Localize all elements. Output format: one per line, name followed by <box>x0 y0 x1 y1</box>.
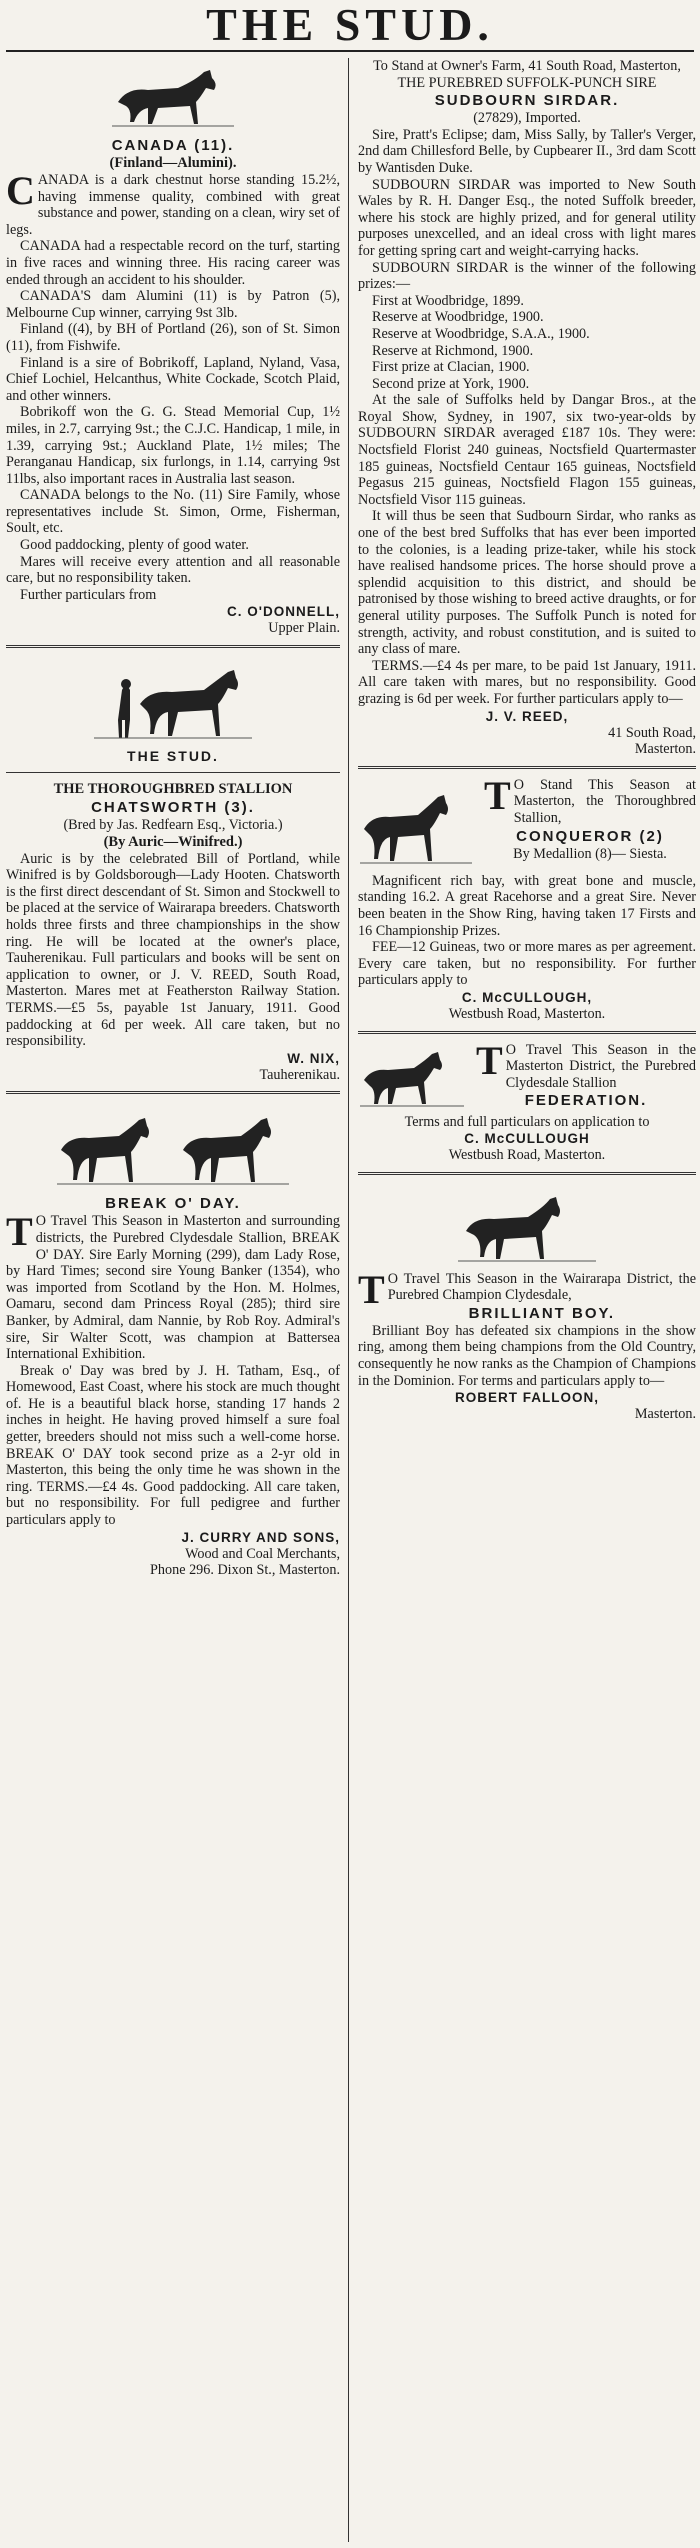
conqueror-signature: C. McCULLOUGH, <box>461 989 593 1005</box>
sudbourn-signature: J. V. REED, <box>485 708 569 724</box>
sudbourn-prize: Reserve at Woodbridge, S.A.A., 1900. <box>372 325 590 342</box>
sudbourn-prize: First at Woodbridge, 1899. <box>372 292 524 309</box>
federation-signature: C. McCULLOUGH <box>464 1131 590 1147</box>
sudbourn-paragraph: SUDBOURN SIRDAR is the winner of the following prizes:— <box>358 259 696 293</box>
canada-paragraph: Bobrikoff won the G. G. Stead Memorial Cup, 1½ miles, in 2.7, carrying 9st.; the C.J.C. Handicap, 1 mile, in 1.39, carrying 9st.; Auckland Plate, 1½ miles; The Peranganau Handicap, six furlongs, in 1.14, carrying 9st 11lbs, also important races in Australia last season. <box>6 404 340 487</box>
two-horses-engraving-icon <box>53 1106 293 1190</box>
sudbourn-intro: To Stand at Owner's Farm, 41 South Road, Masterton, <box>373 58 681 74</box>
sudbourn-address: Masterton. <box>634 741 696 758</box>
horse-engraving-icon <box>452 1187 602 1267</box>
advert-divider <box>6 645 340 648</box>
canada-paragraph: Finland ((4), by BH of Portland (26), son of St. Simon (11), from Fishwife. <box>6 321 340 354</box>
chatsworth-parentage: (By Auric—Winifred.) <box>103 833 243 850</box>
brilliant-boy-heading: BRILLIANT BOY. <box>468 1304 616 1322</box>
canada-paragraph: Good paddocking, plenty of good water. <box>20 537 249 554</box>
conqueror-intro: T O Stand This Season at Masterton, the Thoroughbred Stallion, <box>484 776 696 826</box>
canada-paragraph: Mares will receive every attention and all reasonable care, but no responsibility taken. <box>6 553 340 587</box>
sudbourn-prize: Second prize at York, 1900. <box>372 375 530 392</box>
masthead <box>0 0 700 54</box>
chatsworth-banner: THE STUD. <box>127 748 219 765</box>
break-o-day-heading: BREAK O' DAY. <box>105 1195 241 1213</box>
sudbourn-paragraph: It will thus be seen that Sudbourn Sirdar, who ranks as one of the best bred Suffolks that has ever been imported to the colonies, is a leading prize-taker, while his stock have realised handsome prices. The horse should prove a splendid acquisition to this district, and should be patronised by those wishing to breed active draughts, or for general utility purposes. The Suffolk Punch is noted for strength, activity, and robust constitution, and is suited to any class of mare. <box>358 508 696 658</box>
right-column <box>358 58 696 2542</box>
sudbourn-paragraph: SUDBOURN SIRDAR was imported to New South Wales by R. H. Danger Esq., the noted Suffolk breeder, where his stock are highly prized, and for general utility purposes unexcelled, and an ideal cross with light mares for getting spring cart and weight-carrying hacks. <box>358 176 696 259</box>
conqueror-advert <box>358 777 696 1023</box>
advert-divider <box>358 1172 696 1175</box>
drop-cap: C <box>6 168 35 213</box>
drop-cap: T <box>358 1266 385 1312</box>
brilliant-boy-signature: ROBERT FALLOON, <box>455 1390 599 1406</box>
column-divider <box>348 58 349 2542</box>
sudbourn-paragraph: TERMS.—£4 4s per mare, to be paid 1st January, 1911. All care taken with mares, but no responsibility. Good grazing is 6d per week. For further particulars apply to— <box>358 657 696 707</box>
left-column <box>6 58 340 2542</box>
sudbourn-heading: SUDBOURN SIRDAR. <box>434 92 620 110</box>
sudbourn-prize: Reserve at Richmond, 1900. <box>372 342 534 359</box>
canada-parentage: (Finland—Alumini). <box>109 155 237 171</box>
advert-divider <box>6 772 340 773</box>
conqueror-address: Westbush Road, Masterton. <box>448 1005 606 1022</box>
conqueror-paragraph: FEE—12 Guineas, two or more mares as per agreement. Every care taken, but no responsibility. For further particulars apply to <box>358 939 696 989</box>
chatsworth-signature: W. NIX, <box>287 1050 340 1066</box>
brilliant-boy-paragraph: Brilliant Boy has defeated six champions in the show ring, among them being champions from the Old Country, consequently he now ranks as the Champion of Champions in the Dominion. For terms and particulars apply to— <box>358 1322 696 1389</box>
canada-advert <box>6 58 340 637</box>
sudbourn-paragraph: Sire, Pratt's Eclipse; dam, Miss Sally, by Taller's Verger, 2nd dam Chillesford Belle, by Cupbearer II., 3rd dam Scott by Wantisden Duke. <box>358 126 696 176</box>
conqueror-paragraph: Magnificent rich bay, with great bone and muscle, standing 16.2. A great Racehorse and a great Sire. Never been beaten in the Show Ring, having taken 17 Firsts and 16 Championship Prizes. <box>358 872 696 939</box>
break-o-day-signature: J. CURRY AND SONS, <box>181 1529 340 1545</box>
federation-paragraph: Terms and full particulars on application to <box>404 1113 650 1130</box>
chatsworth-heading: THE THOROUGHBRED STALLION <box>53 781 293 798</box>
sudbourn-paragraph: At the sale of Suffolks held by Dangar Bros., at the Royal Show, Sydney, in 1907, six two-year-olds by SUDBOURN SIRDAR averaged £187 10s. They were: Noctsfield Florist 240 guineas, Noctsfield Quartermaster 185 guineas, Noctsfield Centaur 165 guineas, Noctsfield Pegasus 215 guineas, Noctsfield Flagon 155 guineas, Noctsfield Visor 115 guineas. <box>358 392 696 508</box>
canada-signature: C. O'DONNELL, <box>227 604 340 620</box>
canada-paragraph: CANADA belongs to the No. (11) Sire Family, whose representatives include St. Simon, Orme, Fisherman, Soult, etc. <box>6 487 340 537</box>
sudbourn-address: 41 South Road, <box>608 724 696 741</box>
canada-heading: CANADA (11). <box>111 137 235 154</box>
advert-divider <box>6 1091 340 1094</box>
sudbourn-number: (27829), Imported. <box>473 110 581 127</box>
masthead-rule <box>6 50 694 52</box>
chatsworth-name: CHATSWORTH (3). <box>91 799 255 817</box>
sudbourn-prize: Reserve at Woodbridge, 1900. <box>372 309 544 326</box>
conqueror-heading: CONQUEROR (2) <box>516 827 664 845</box>
canada-address: Upper Plain. <box>268 620 340 637</box>
drop-cap: T <box>484 776 511 818</box>
brilliant-boy-advert <box>358 1183 696 1423</box>
canada-paragraph: CANADA is a dark chestnut horse standing 15.2½, having immense quality, combined with great substance and power, standing on a clean, wiry set of legs. <box>6 168 340 238</box>
brilliant-boy-intro: T O Travel This Season in the Wairarapa District, the Purebred Champion Clydesdale, <box>358 1266 696 1312</box>
chatsworth-advert <box>6 656 340 1083</box>
brilliant-boy-address: Masterton. <box>634 1406 696 1423</box>
conqueror-parentage: By Medallion (8)— Siesta. <box>513 845 667 862</box>
horse-engraving-icon <box>108 62 238 132</box>
canada-paragraph: CANADA had a respectable record on the turf, starting in five races and winning three. His racing career was ended through an accident to his shoulder. <box>6 238 340 288</box>
sudbourn-intro: THE PUREBRED SUFFOLK-PUNCH SIRE <box>397 74 657 91</box>
horse-and-groom-engraving-icon <box>88 660 258 744</box>
horse-engraving-icon <box>358 1046 468 1110</box>
advert-divider <box>358 1031 696 1034</box>
page-title: THE STUD. <box>206 0 494 50</box>
chatsworth-paragraph: Auric is by the celebrated Bill of Portland, while Winifred is by Goldsborough—Lady Hooten. Chatsworth is the first direct descendant of St. Simon and Stockwell to be placed at the service of Wairarapa breeders. Chatsworth holds three firsts and three championships in the show ring. He will be located at the owner's place, Tauherenikau. Full particulars and books will be sent on application to owner, or J. V. REED, South Road, Masterton. Mares met at Featherston Railway Station. TERMS.—£5 5s, payable 1st January, 1911. Good paddocking at 6d per week. All care taken, but no responsibility. <box>6 850 340 1050</box>
break-o-day-address: Phone 296. Dixon St., Masterton. <box>150 1562 340 1579</box>
federation-intro: T O Travel This Season in the Masterton District, the Purebred Clydesdale Stallion <box>476 1041 696 1091</box>
drop-cap: T <box>476 1041 503 1083</box>
canada-paragraph: Further particulars from <box>20 586 157 603</box>
break-o-day-address: Wood and Coal Merchants, <box>185 1545 340 1562</box>
canada-paragraph: CANADA'S dam Alumini (11) is by Patron (5), Melbourne Cup winner, carrying 9st 3lb. <box>6 288 340 321</box>
advert-divider <box>358 766 696 769</box>
break-o-day-paragraph: Break o' Day was bred by J. H. Tatham, Esq., of Homewood, East Coast, where his stock are much thought of. He is a beautiful black horse, standing 17 hands 2 inches in height. He having proved himself a sure foal getter, breeders should not miss such a well-come horse. BREAK O' DAY took second prize as a 2-yr old in Masterton, this being the only time he was shown in the ring. TERMS.—£4 4s. Good paddocking. All care taken, but no responsibility. For full pedigree and further particulars apply to <box>6 1362 340 1529</box>
canada-paragraph: Finland is a sire of Bobrikoff, Lapland, Nyland, Vasa, Chief Lochiel, Helcanthus, White Cockade, Scotch Plaid, and other winners. <box>6 354 340 404</box>
break-o-day-paragraph: T O Travel This Season in Masterton and surrounding districts, the Purebred Clydesdale Stallion, BREAK O' DAY. Sire Early Morning (299), dam Lady Rose, by Hard Times; second sire Young Banker (1354), who was imported from Scotland by the Hon. M. Holmes, Oamaru, second dam Princess Royal (285); third sire Banker, by Admiral, dam Nannie, by Rob Roy. Admiral's sire, Sir Walter Scott, was champion at Battersea International Exhibition. <box>6 1209 340 1363</box>
horse-engraving-icon <box>358 781 476 869</box>
chatsworth-address: Tauherenikau. <box>259 1066 340 1083</box>
break-o-day-advert <box>6 1102 340 1578</box>
chatsworth-bred-by: (Bred by Jas. Redfearn Esq., Victoria.) <box>63 817 283 834</box>
federation-heading: FEDERATION. <box>524 1092 648 1110</box>
sudbourn-prize: First prize at Clacian, 1900. <box>372 359 530 376</box>
drop-cap: T <box>6 1209 33 1255</box>
federation-address: Westbush Road, Masterton. <box>448 1147 606 1164</box>
sudbourn-advert <box>358 58 696 758</box>
federation-advert <box>358 1042 696 1164</box>
